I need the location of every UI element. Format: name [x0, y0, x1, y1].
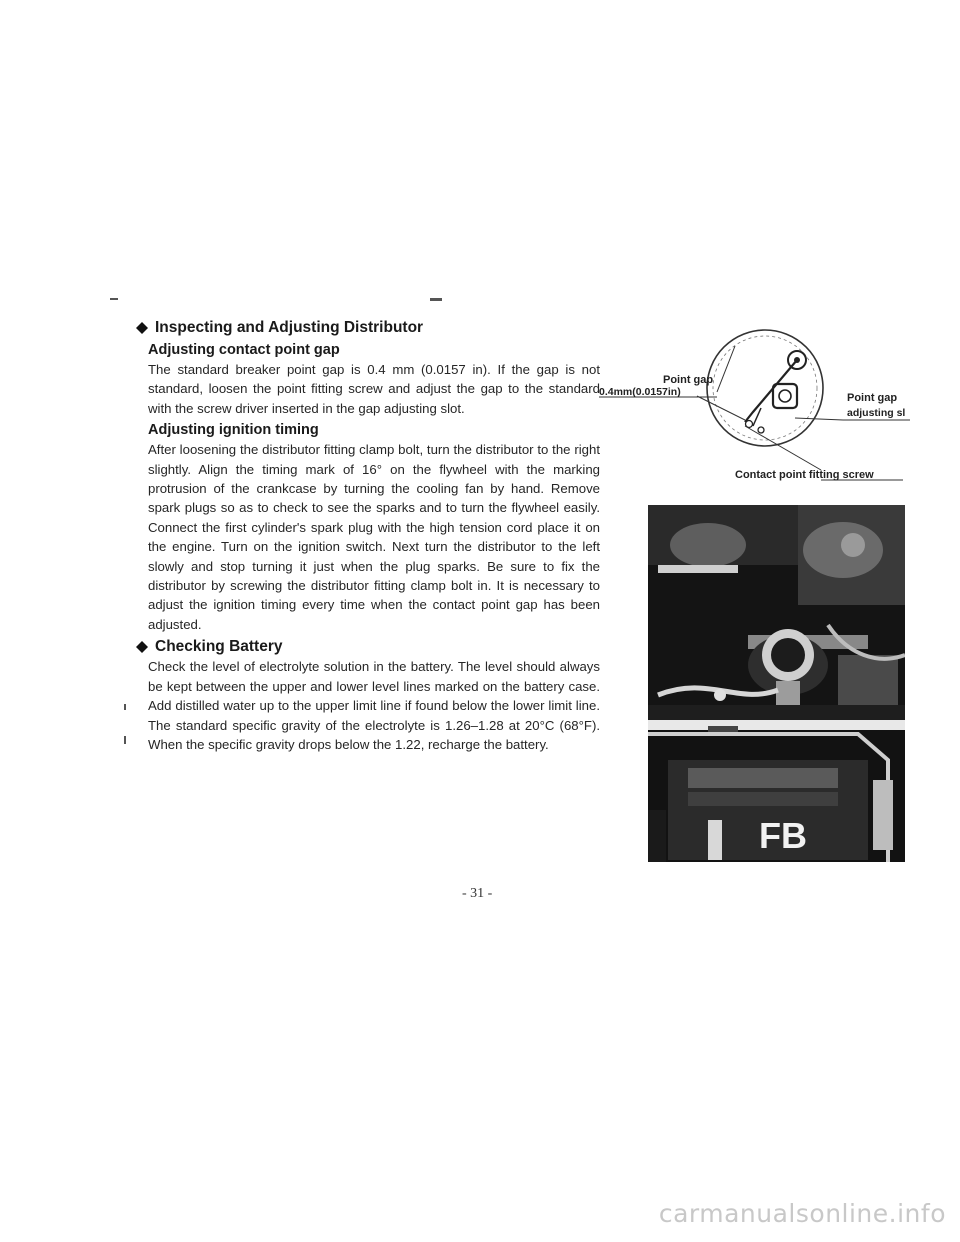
scan-speck: [110, 298, 118, 300]
label-point-gap-right: Point gap: [847, 392, 898, 404]
battery-label-text: FB: [759, 815, 807, 856]
label-gap-value: 0.4mm(0.0157in): [599, 386, 681, 398]
label-adjusting-slot: adjusting sl: [847, 407, 906, 419]
paragraph-ignition-timing: After loosening the distributor fitting clamp bolt, turn the distributor to the right slightly. Align the timing mark of 16° on the flywheel with the marking protrusion of the crankcase by turning the cooling fan by hand. Remove spark plugs so as to check to see the sparks and to turn the flywheel easily. Connect the first cylinder's spark plug with the high tension cord place it on the engine. Turn on the ignition switch. Next turn the distributor to the left slowly and stop turning it just when the plug sparks. Be sure to fix the distributor by screwing the distributor fitting clamp bolt in. It is necessary to adjust the ignition timing every time when the contact point gap has been adjusted.: [148, 442, 600, 632]
section-heading-distributor: [136, 318, 600, 338]
label-point-gap-left: Point gap: [663, 374, 714, 386]
distributor-diagram-drawing: [585, 308, 915, 500]
label-fitting-screw: Contact point fitting screw: [735, 469, 874, 481]
paragraph-checking-battery: Check the level of electrolyte solution in the battery. The level should always be kept between the upper and lower level lines marked on the battery case. Add distilled water up to the upper limit line if found below the lower limit line. The standard specific gravity of the electrolyte is 1.26–1.28 at 20°C (68°F). When the specific gravity drops below the 1.22, recharge the battery.: [148, 659, 600, 752]
watermark: carmanualsonline.info: [658, 1199, 946, 1228]
section-heading-distributor-text: Inspecting and Adjusting Distributor: [155, 319, 424, 336]
diamond-bullet-icon: [136, 641, 148, 653]
scan-speck: [430, 298, 442, 301]
engine-distributor-photo: [648, 505, 905, 725]
scan-speck: [124, 704, 126, 710]
page-number: - 31 -: [462, 886, 493, 901]
diamond-bullet-icon: [136, 322, 148, 334]
paragraph-contact-point-gap: The standard breaker point gap is 0.4 mm (0.0157 in). If the gap is not standard, loosen the point fitting screw and adjust the gap to the standard with the screw driver inserted in the gap adjusting slot.: [148, 362, 600, 416]
section-heading-battery-text: Checking Battery: [155, 638, 283, 656]
distributor-diagram: [585, 308, 915, 500]
section-heading-battery: [136, 637, 600, 657]
subheading-ignition-timing: Adjusting ignition timing: [148, 422, 319, 439]
battery-photo: [648, 720, 905, 862]
battery-photo-drawing: [648, 720, 905, 862]
scan-speck: [124, 736, 126, 744]
subheading-contact-point-gap: Adjusting contact point gap: [148, 342, 340, 358]
engine-photo-drawing: [648, 505, 905, 725]
text-column: [140, 318, 600, 754]
